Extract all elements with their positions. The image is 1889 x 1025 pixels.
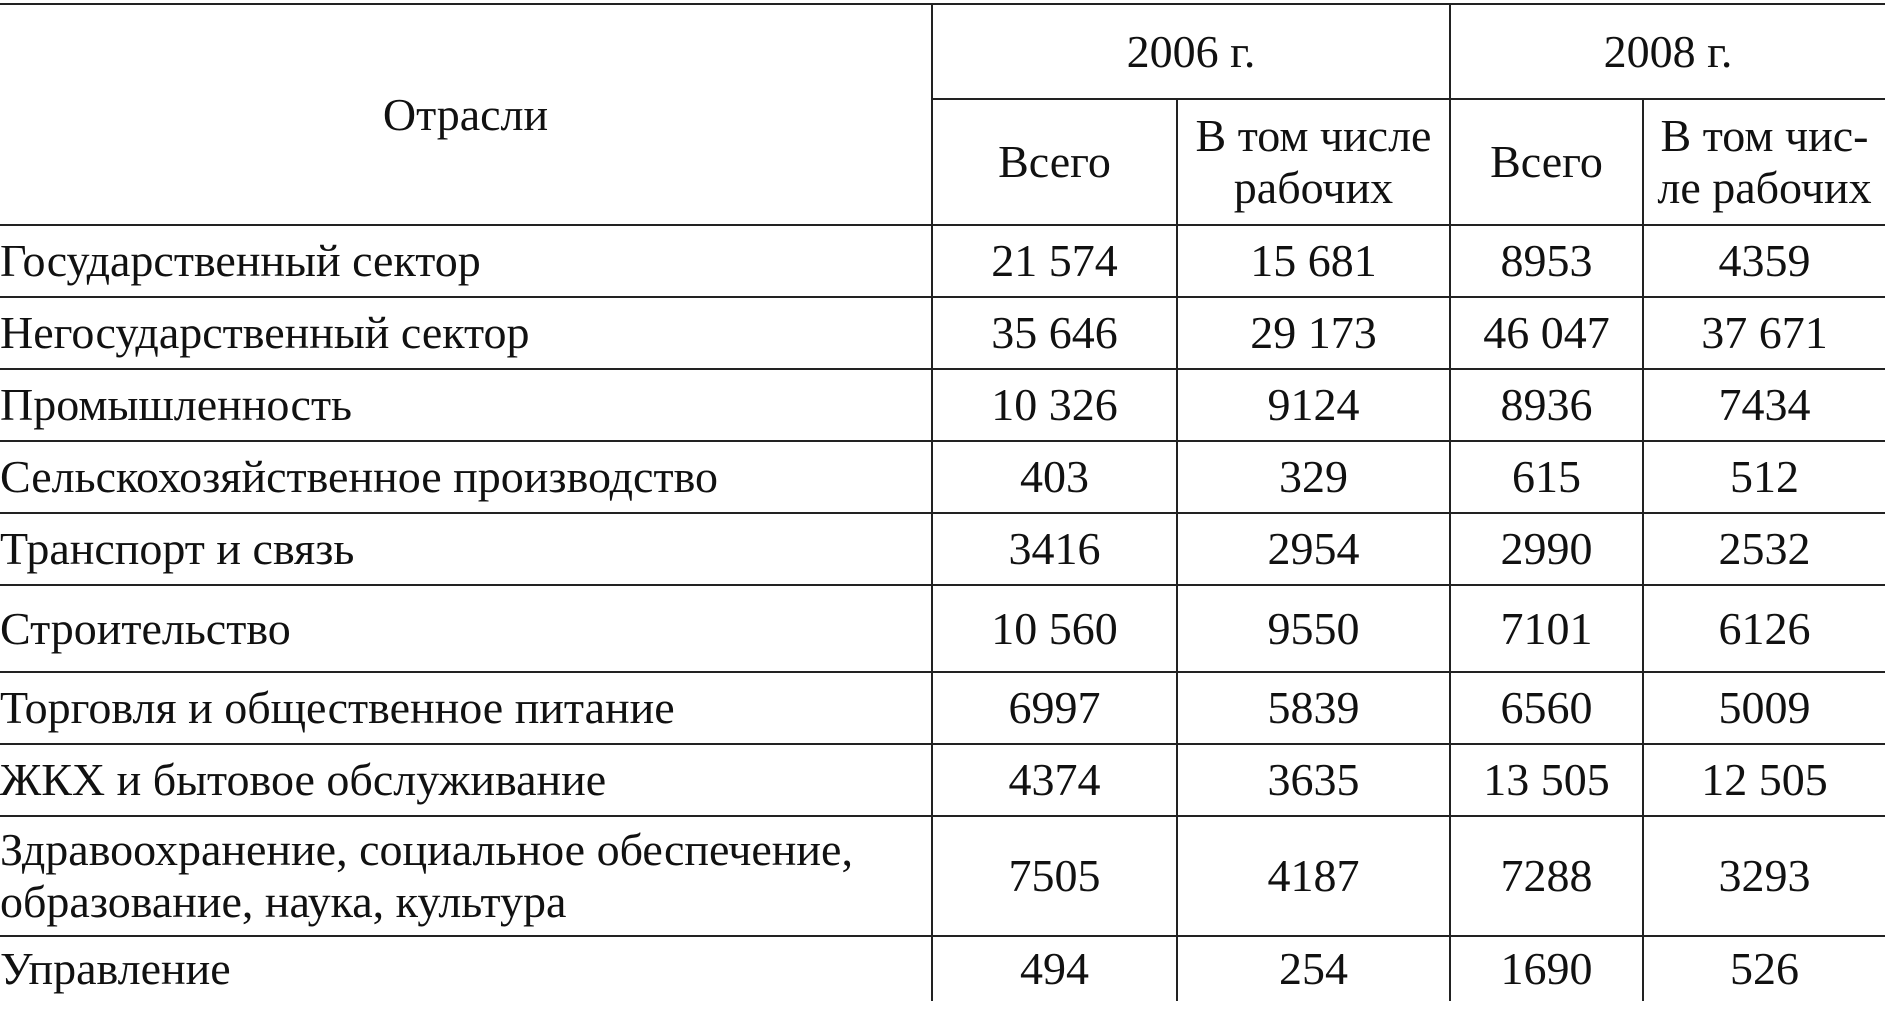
- table-row: [0, 297, 1885, 369]
- header-year-2006: 2006 г.: [932, 4, 1450, 99]
- cell-2008-total: 8953: [1450, 225, 1643, 297]
- row-branch-label: Строительство: [0, 585, 932, 672]
- table-row: [0, 513, 1885, 585]
- cell-2006-total: 10 326: [932, 369, 1177, 441]
- table-row: [0, 816, 1885, 936]
- table-row: [0, 744, 1885, 816]
- header-2008-workers-line-2: ле рабочих: [1657, 162, 1872, 213]
- cell-2006-workers: 2954: [1177, 513, 1450, 585]
- cell-2006-workers: 29 173: [1177, 297, 1450, 369]
- header-row-years: [0, 4, 1885, 99]
- row-branch-label-line-2: образование, наука, культура: [0, 876, 567, 927]
- table-body: [0, 225, 1885, 1001]
- cell-2008-workers: 4359: [1643, 225, 1885, 297]
- cell-2008-total: 46 047: [1450, 297, 1643, 369]
- cell-2006-workers: 254: [1177, 936, 1450, 1001]
- table-row: [0, 369, 1885, 441]
- row-branch-label: Управление: [0, 936, 932, 1001]
- header-2008-total: Всего: [1450, 99, 1643, 225]
- cell-2006-workers: 9124: [1177, 369, 1450, 441]
- cell-2008-workers: 7434: [1643, 369, 1885, 441]
- row-branch-label: [0, 816, 932, 936]
- table-row: [0, 672, 1885, 744]
- row-branch-label: Сельскохозяйственное производство: [0, 441, 932, 513]
- table-row: [0, 936, 1885, 1001]
- cell-2008-workers: 6126: [1643, 585, 1885, 672]
- cell-2006-total: 21 574: [932, 225, 1177, 297]
- table-row: [0, 585, 1885, 672]
- cell-2006-total: 403: [932, 441, 1177, 513]
- cell-2006-total: 6997: [932, 672, 1177, 744]
- cell-2006-workers: 5839: [1177, 672, 1450, 744]
- table-row: [0, 441, 1885, 513]
- row-branch-label: Негосударственный сектор: [0, 297, 932, 369]
- cell-2008-total: 615: [1450, 441, 1643, 513]
- cell-2006-total: 3416: [932, 513, 1177, 585]
- row-branch-label: ЖКХ и бытовое обслуживание: [0, 744, 932, 816]
- cell-2006-workers: 15 681: [1177, 225, 1450, 297]
- cell-2006-workers: 329: [1177, 441, 1450, 513]
- cell-2008-workers: 37 671: [1643, 297, 1885, 369]
- header-branch: Отрасли: [0, 4, 932, 225]
- cell-2008-workers: 526: [1643, 936, 1885, 1001]
- cell-2006-workers: 4187: [1177, 816, 1450, 936]
- cell-2008-total: 1690: [1450, 936, 1643, 1001]
- row-branch-label: Транспорт и связь: [0, 513, 932, 585]
- cell-2008-workers: 5009: [1643, 672, 1885, 744]
- cell-2008-total: 7101: [1450, 585, 1643, 672]
- cell-2008-total: 2990: [1450, 513, 1643, 585]
- row-branch-label-line-1: Здравоохранение, социальное обеспечение,: [0, 824, 853, 876]
- header-2008-workers: [1643, 99, 1885, 225]
- employment-table: [0, 3, 1885, 1001]
- row-branch-label: Государственный сектор: [0, 225, 932, 297]
- header-year-2008: 2008 г.: [1450, 4, 1885, 99]
- cell-2008-total: 13 505: [1450, 744, 1643, 816]
- cell-2006-total: 35 646: [932, 297, 1177, 369]
- table-row: [0, 225, 1885, 297]
- row-branch-label: Торговля и общественное питание: [0, 672, 932, 744]
- header-2006-total: Всего: [932, 99, 1177, 225]
- cell-2006-workers: 3635: [1177, 744, 1450, 816]
- cell-2006-total: 494: [932, 936, 1177, 1001]
- cell-2008-total: 8936: [1450, 369, 1643, 441]
- cell-2008-workers: 12 505: [1643, 744, 1885, 816]
- cell-2008-total: 6560: [1450, 672, 1643, 744]
- header-2008-workers-line-1: В том чис-: [1660, 110, 1869, 162]
- header-2006-workers-line-1: В том числе: [1195, 110, 1432, 162]
- header-2006-workers: [1177, 99, 1450, 225]
- cell-2006-total: 4374: [932, 744, 1177, 816]
- table-header: [0, 4, 1885, 225]
- cell-2006-total: 10 560: [932, 585, 1177, 672]
- cell-2008-workers: 2532: [1643, 513, 1885, 585]
- cell-2008-workers: 3293: [1643, 816, 1885, 936]
- cell-2008-total: 7288: [1450, 816, 1643, 936]
- row-branch-label: Промышленность: [0, 369, 932, 441]
- cell-2008-workers: 512: [1643, 441, 1885, 513]
- cell-2006-workers: 9550: [1177, 585, 1450, 672]
- header-2006-workers-line-2: рабочих: [1233, 162, 1394, 213]
- cell-2006-total: 7505: [932, 816, 1177, 936]
